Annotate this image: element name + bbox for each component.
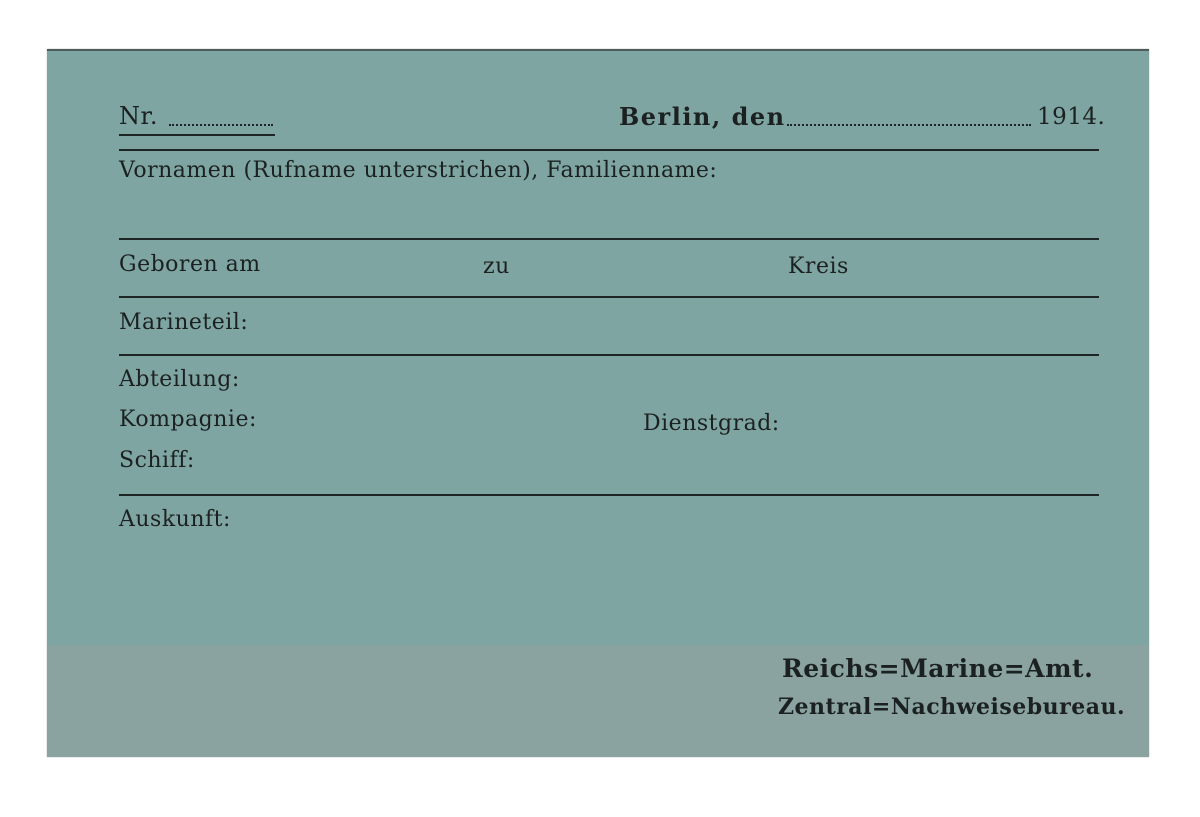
year-label: 1914. xyxy=(1037,104,1106,130)
ship-label: Schiff: xyxy=(119,448,195,473)
company-label: Kompagnie: xyxy=(119,407,257,432)
header-rule xyxy=(119,149,1099,151)
place-date-label: Berlin, den xyxy=(619,102,786,131)
number-label: Nr. xyxy=(119,102,158,130)
record-card xyxy=(47,49,1149,757)
name-rule xyxy=(119,238,1099,240)
number-underline xyxy=(119,134,275,136)
naval-unit-label: Marineteil: xyxy=(119,310,249,335)
rank-label: Dienstgrad: xyxy=(643,411,780,436)
number-dotted-line[interactable] xyxy=(169,124,273,126)
birth-rule xyxy=(119,296,1099,298)
division-label: Abteilung: xyxy=(119,367,240,392)
issuer-line-2: Zentral=Nachweisebureau. xyxy=(778,694,1126,720)
information-label: Auskunft: xyxy=(119,507,231,532)
district-label: Kreis xyxy=(788,254,849,279)
at-label: zu xyxy=(483,254,510,279)
name-label: Vornamen (Rufname unterstrichen), Familienname: xyxy=(119,158,718,183)
date-dotted-line[interactable] xyxy=(787,124,1031,126)
naval-unit-rule xyxy=(119,354,1099,356)
service-rule xyxy=(119,494,1099,496)
issuer-line-1: Reichs=Marine=Amt. xyxy=(782,654,1094,683)
card-top-edge xyxy=(47,49,1149,51)
born-label: Geboren am xyxy=(119,252,261,277)
